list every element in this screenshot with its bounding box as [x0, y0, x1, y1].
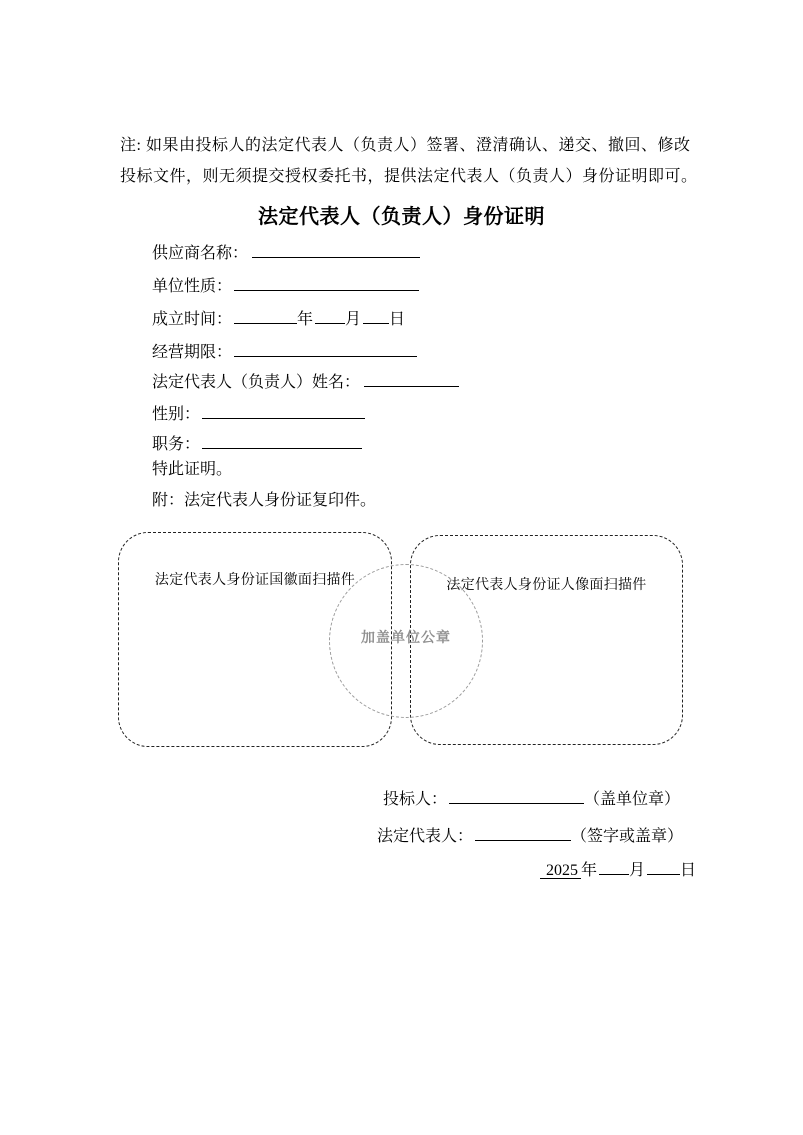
founded-year-blank [234, 307, 297, 324]
company-seal-text: 加盖单位公章 [361, 631, 451, 646]
date-year-value: 2025 [540, 861, 581, 879]
date-year-suffix: 年 [581, 862, 598, 879]
founded-day-blank [363, 307, 389, 324]
supplier-name-label: 供应商名称： [152, 245, 249, 262]
gender-label: 性别： [152, 406, 201, 423]
month-suffix: 月 [345, 311, 362, 328]
date-month-blank [599, 858, 629, 875]
bidder-seal-note: （盖单位章） [584, 791, 681, 808]
unit-nature-label: 单位性质： [152, 278, 233, 295]
supplier-name-blank [252, 241, 420, 258]
signature-date-line [540, 858, 696, 881]
position-blank [202, 432, 362, 449]
field-business-term [152, 340, 417, 363]
scan-box-emblem-label: 法定代表人身份证国徽面扫描件 [154, 573, 356, 588]
founded-month-blank [315, 307, 345, 324]
field-gender [152, 402, 365, 425]
document-title: 法定代表人（负责人）身份证明 [258, 206, 545, 228]
date-day-blank [647, 858, 680, 875]
signature-rep-line [377, 824, 683, 847]
rep-sign-label: 法定代表人： [377, 828, 474, 845]
day-suffix: 日 [389, 311, 406, 328]
field-supplier-name [152, 241, 420, 264]
year-suffix: 年 [297, 311, 314, 328]
unit-nature-blank [234, 274, 419, 291]
rep-name-blank [364, 370, 459, 387]
rep-name-label: 法定代表人（负责人）姓名： [152, 374, 361, 391]
attachment-statement: 附：法定代表人身份证复印件。 [152, 492, 377, 509]
signature-bidder-line [383, 787, 680, 810]
gender-blank [202, 402, 365, 419]
certify-statement: 特此证明。 [152, 461, 233, 478]
note-line-1: 注: 如果由投标人的法定代表人（负责人）签署、澄清确认、递交、撤回、修改 [120, 137, 691, 154]
founded-date-label: 成立时间： [152, 311, 233, 328]
field-founded-date [152, 307, 405, 330]
field-rep-name [152, 370, 459, 393]
bidder-label: 投标人： [383, 791, 448, 808]
rep-sign-note: （签字或盖章） [571, 828, 684, 845]
date-month-suffix: 月 [629, 862, 646, 879]
business-term-blank [234, 340, 417, 357]
scan-box-portrait-label: 法定代表人身份证人像面扫描件 [446, 578, 647, 593]
field-position [152, 432, 362, 455]
bidder-blank [449, 787, 584, 804]
rep-sign-blank [475, 824, 571, 841]
field-unit-nature [152, 274, 419, 297]
date-day-suffix: 日 [680, 862, 697, 879]
position-label: 职务： [152, 436, 201, 453]
business-term-label: 经营期限： [152, 344, 233, 361]
note-line-2: 投标文件，则无须提交授权委托书，提供法定代表人（负责人）身份证明即可。 [120, 168, 698, 185]
company-seal-circle [329, 564, 483, 718]
